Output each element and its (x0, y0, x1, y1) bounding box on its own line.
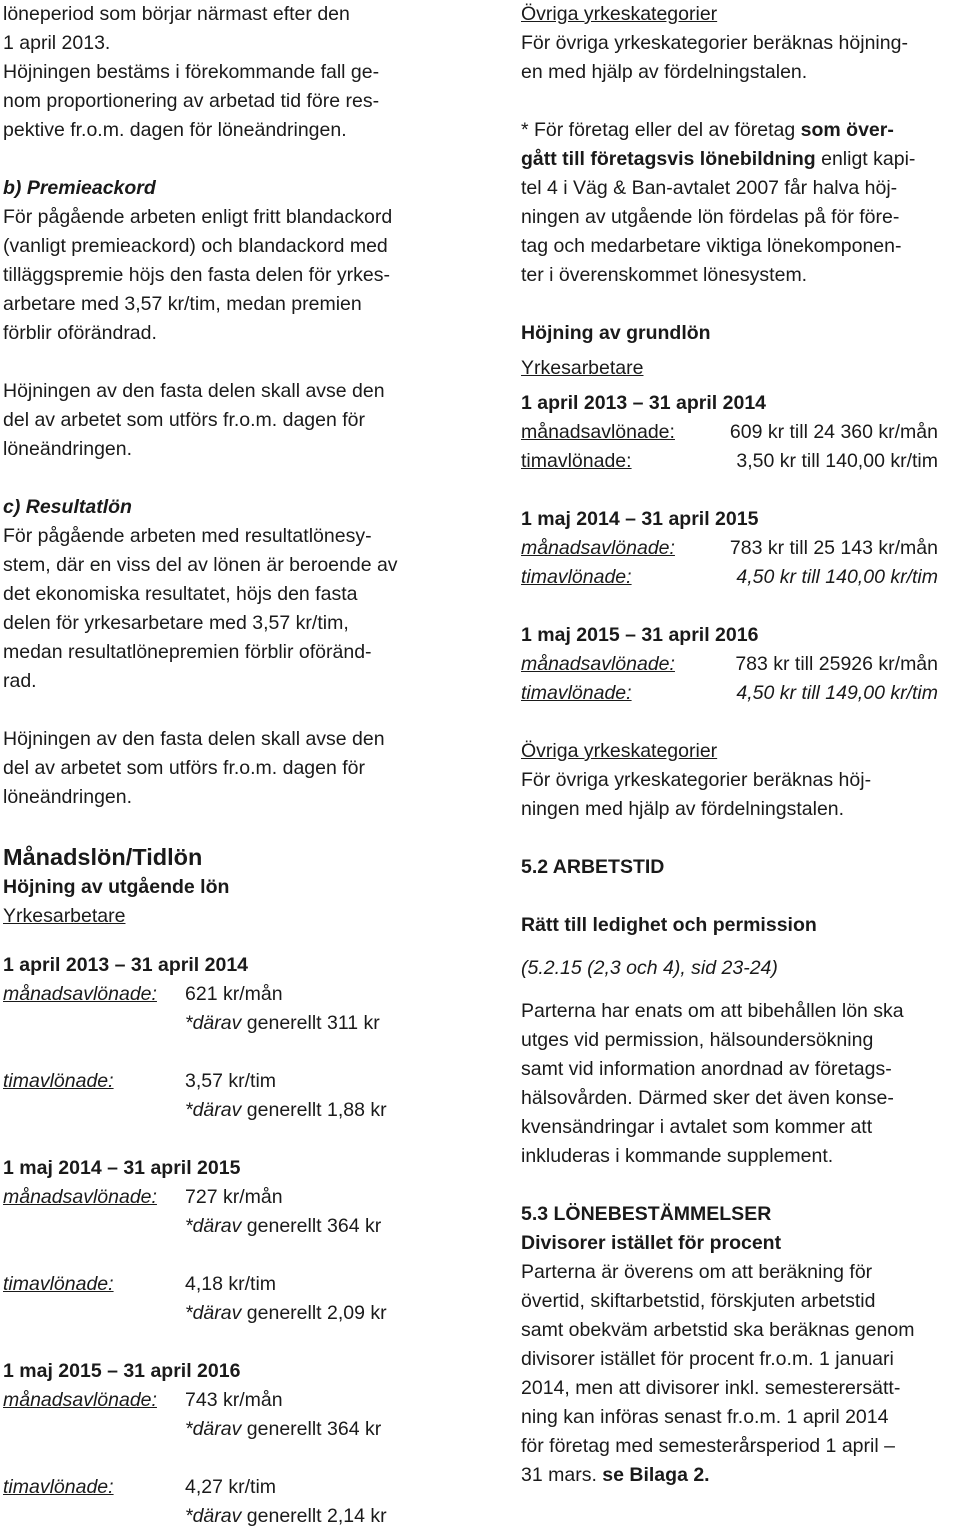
section-52-text: Parterna har enats om att bibehållen lön ska utges vid permission, hälsoundersökning samt vid information anordnad av företags- hälsovården. Därmed sker det även konse- kvensändringar i avtalet som kommer att inkluderas i kommande supplement. (521, 1000, 904, 1167)
intro-text: löneperiod som börjar närmast efter den 1 april 2013. Höjningen bestäms i förekommande fall ge- nom proportionering av arbetad tid före res- pektive fr.o.m. dagen för löneändringen. (3, 3, 380, 141)
spacer (521, 708, 957, 737)
monthly-row (3, 1183, 448, 1212)
monthly-value: 783 kr till 25926 kr/mån (735, 653, 938, 675)
monthly-value: 621 kr/mån (185, 983, 283, 1005)
section-title: Månadslön/Tidlön (3, 844, 203, 870)
monthly-row (3, 1386, 448, 1415)
monthly-general-value: generellt 311 kr (241, 1012, 380, 1034)
monthly-general-prefix: *därav (185, 1215, 242, 1237)
period-heading: 1 april 2013 – 31 april 2014 (521, 392, 767, 414)
other-categories-text-2: För övriga yrkeskategorier beräknas höj- ningen med hjälp av fördelningstalen. (521, 769, 872, 820)
premieackord-heading: b) Premieackord (3, 177, 156, 199)
spacer (3, 1125, 448, 1154)
right-column (521, 0, 957, 1490)
spacer (3, 1038, 448, 1067)
monthly-general (3, 1009, 448, 1038)
hourly-label: timavlönade: (521, 682, 632, 704)
hourly-label: timavlönade: (3, 1476, 114, 1498)
monthly-value: 743 kr/mån (185, 1389, 283, 1411)
hourly-label: timavlönade: (3, 1070, 114, 1092)
left-column (3, 0, 448, 1531)
hourly-general-value: generellt 2,09 kr (241, 1302, 387, 1324)
monthly-label: månadsavlönade: (3, 983, 157, 1005)
monthly-general-value: generellt 364 kr (241, 1215, 382, 1237)
monthly-label: månadsavlönade: (521, 653, 675, 675)
monthly-general-prefix: *därav (185, 1418, 242, 1440)
period-heading: 1 maj 2015 – 31 april 2016 (521, 624, 759, 646)
hourly-general-prefix: *därav (185, 1099, 242, 1121)
hourly-value: 4,18 kr/tim (185, 1273, 277, 1295)
monthly-general-value: generellt 364 kr (241, 1418, 382, 1440)
hourly-label: timavlönade: (3, 1273, 114, 1295)
hourly-row (3, 1270, 448, 1299)
hourly-row (521, 563, 957, 592)
monthly-label: månadsavlönade: (3, 1389, 157, 1411)
period-heading: 1 april 2013 – 31 april 2014 (3, 954, 249, 976)
section-53-subheading: Divisorer istället för procent (521, 1232, 782, 1254)
hourly-row (3, 1067, 448, 1096)
hourly-general-value: generellt 1,88 kr (241, 1099, 387, 1121)
hourly-row (521, 447, 957, 476)
hourly-label: timavlönade: (521, 566, 632, 588)
hourly-general-prefix: *därav (185, 1302, 242, 1324)
monthly-row (521, 418, 957, 447)
other-categories-heading-2: Övriga yrkeskategorier (521, 740, 718, 762)
hourly-general-value: generellt 2,14 kr (241, 1505, 387, 1527)
hourly-general (3, 1299, 448, 1328)
hourly-value: 3,50 kr till 140,00 kr/tim (736, 450, 938, 472)
section-53-body: Parterna är överens om att beräkning för övertid, skiftarbetstid, förskjuten arbetstid samt obekväm arbetstid ska beräknas genom divisorer istället för procent fr.o.m. 1 januari 2014, men att divisorer inkl. semesterersätt- ning kan införas senast fr.o.m. 1 april 2014 för företag med semesterårsperiod 1 april – 31 mars. (521, 1261, 915, 1486)
hourly-general (3, 1096, 448, 1125)
footnote-post: enligt kapi- tel 4 i Väg & Ban-avtalet 2007 får halva höj- ningen av utgående lön fördelas på för före- tag och medarbetare viktiga lönekomponen- ter i överenskommet lönesystem. (521, 148, 916, 286)
hourly-value: 4,50 kr till 140,00 kr/tim (736, 566, 938, 588)
section-53-text (521, 1258, 957, 1490)
period-heading: 1 maj 2014 – 31 april 2015 (521, 508, 759, 530)
monthly-label: månadsavlönade: (521, 537, 675, 559)
spacer (3, 1444, 448, 1473)
other-categories-text: För övriga yrkeskategorier beräknas höjning- en med hjälp av fördelningstalen. (521, 32, 908, 83)
spacer (3, 1241, 448, 1270)
category-label: Yrkesarbetare (3, 905, 126, 927)
period-heading: 1 maj 2015 – 31 april 2016 (3, 1360, 241, 1382)
footnote-bold: som över- gått till företagsvis lönebildning (521, 119, 894, 170)
monthly-label: månadsavlönade: (521, 421, 675, 443)
monthly-row (521, 650, 957, 679)
hourly-label: timavlönade: (521, 450, 632, 472)
monthly-general (3, 1415, 448, 1444)
monthly-value: 727 kr/mån (185, 1186, 283, 1208)
spacer (521, 476, 957, 505)
spacer (521, 592, 957, 621)
section-52-subheading: Rätt till ledighet och permission (521, 914, 817, 936)
hourly-row (521, 679, 957, 708)
monthly-value: 609 kr till 24 360 kr/mån (729, 421, 938, 443)
footnote (521, 116, 957, 290)
other-categories-heading: Övriga yrkeskategorier (521, 3, 718, 25)
resultatlon-text: För pågående arbeten med resultatlönesy- stem, där en viss del av lönen är beroende av det ekonomiska resultatet, höjs den fasta delen för yrkesarbetare med 3,57 kr/tim, medan resultatlönepremien förblir oföränd- rad. (3, 525, 398, 692)
resultatlon-heading: c) Resultatlön (3, 496, 132, 518)
footnote-pre: * För företag eller del av företag (521, 119, 801, 141)
left-periods (3, 951, 448, 1531)
right-periods (521, 389, 957, 737)
monthly-row (521, 534, 957, 563)
spacer (3, 1328, 448, 1357)
period-heading: 1 maj 2014 – 31 april 2015 (3, 1157, 241, 1179)
hourly-value: 4,27 kr/tim (185, 1476, 277, 1498)
hourly-value: 3,57 kr/tim (185, 1070, 277, 1092)
section-52-ref: (5.2.15 (2,3 och 4), sid 23-24) (521, 957, 778, 979)
hourly-general (3, 1502, 448, 1531)
hourly-value: 4,50 kr till 149,00 kr/tim (736, 682, 938, 704)
section-53-heading: 5.3 LÖNEBESTÄMMELSER (521, 1203, 772, 1225)
resultatlon-note: Höjningen av den fasta delen skall avse den del av arbetet som utförs fr.o.m. dagen för löneändringen. (3, 728, 385, 808)
section-52-heading: 5.2 ARBETSTID (521, 856, 665, 878)
monthly-value: 783 kr till 25 143 kr/mån (729, 537, 938, 559)
section-53-ref: se Bilaga 2. (602, 1464, 710, 1486)
premieackord-text: För pågående arbeten enligt fritt blandackord (vanligt premieackord) och blandackord med tilläggspremie höjs den fasta delen för yrkes- arbetare med 3,57 kr/tim, medan premien förblir oförändrad. (3, 206, 393, 344)
hourly-row (3, 1473, 448, 1502)
section-subtitle: Höjning av utgående lön (3, 876, 230, 898)
hourly-general-prefix: *därav (185, 1505, 242, 1527)
premieackord-note: Höjningen av den fasta delen skall avse den del av arbetet som utförs fr.o.m. dagen för löneändringen. (3, 380, 385, 460)
basic-salary-heading: Höjning av grundlön (521, 322, 711, 344)
category-label-right: Yrkesarbetare (521, 357, 644, 379)
monthly-general (3, 1212, 448, 1241)
monthly-general-prefix: *därav (185, 1012, 242, 1034)
monthly-row (3, 980, 448, 1009)
monthly-label: månadsavlönade: (3, 1186, 157, 1208)
